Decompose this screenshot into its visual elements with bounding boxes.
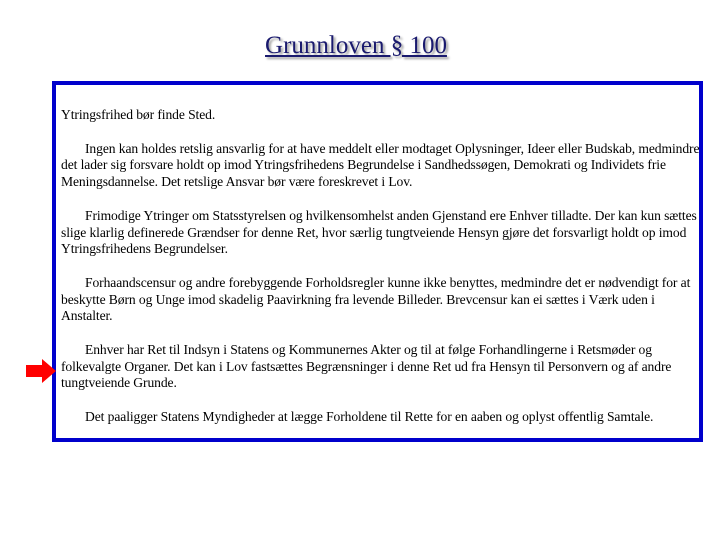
paragraph-4: Forhaandscensur og andre forebyggende Forholdsregler kunne ikke benyttes, medmindre det er nødvendigt for at beskytte Børn og Unge imod skadelig Paavirkning fra levende Billeder. Brevcensur kan ei sættes i Værk uden i Anstalter. bbox=[61, 274, 691, 324]
page-title: Grunnloven § 100 bbox=[265, 32, 447, 59]
paragraph-5: Enhver har Ret til Indsyn i Statens og Kommunernes Akter og til at følge Forhandlingerne i Retsmøder og folkevalgte Organer. Det kan i Lov fastsættes Begrænsninger i denne Ret ud fra Hensyn til Personvern og af andre tungtveiende Grunde. bbox=[61, 342, 672, 391]
paragraph-2: Ingen kan holdes retslig ansvarlig for at have meddelt eller modtaget Oplysninger, Ideer eller Budskab, medmindre det lader sig forsvare holdt op imod Ytringsfrihedens Begrundelse i Sandhedssøgen, Demokrati og Individets frie Meningsdannelse. Det retslige Ansvar bør være foreskrevet i Lov. bbox=[61, 140, 700, 190]
paragraph-3: Frimodige Ytringer om Statsstyrelsen og hvilkensomhelst anden Gjenstand ere Enhver tilladte. Der kan kun sættes slige klarlig definerede Grændser for denne Ret, hvor særlig tungtveiende Hensyn gjøre det forsvarligt holdt op imod Ytringsfrihedens Begrundelser. bbox=[61, 207, 697, 257]
paragraph-1: Ytringsfrihed bør finde Sted. bbox=[61, 107, 216, 122]
paragraph-6: Det paaligger Statens Myndigheder at lægge Forholdene til Rette for en aaben og oplyst offentlig Samtale. bbox=[85, 409, 654, 425]
document-body bbox=[61, 107, 701, 443]
right-arrow-icon bbox=[26, 359, 56, 383]
